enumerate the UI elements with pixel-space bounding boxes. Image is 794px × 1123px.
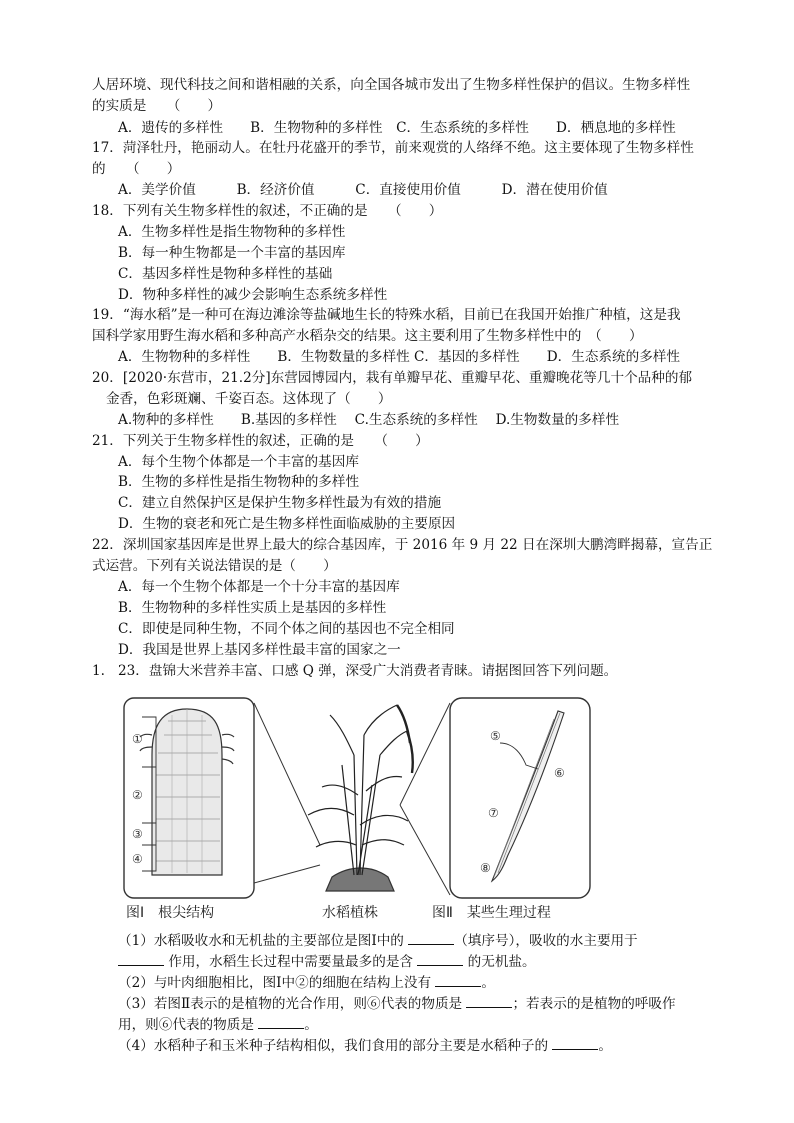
q23-3-line2: 用，则⑥代表的物质是 。 (118, 1014, 318, 1035)
q18-option-d: D．物种多样性的减少会影响生态系统多样性 (118, 287, 388, 303)
q23-3-line1: （3）若图Ⅱ表示的是植物的光合作用，则⑥代表的物质是 ；若表示的是植物的呼吸作 (118, 993, 676, 1014)
leaf-panel (450, 698, 590, 898)
q16-options: A．遗传的多样性 B．生物物种的多样性 C．生态系统的多样性 D．栖息地的多样性 (118, 120, 676, 136)
caption-rice-plant: 水稻植株 (322, 905, 378, 921)
answer-blank[interactable] (466, 993, 512, 1008)
q18-option-c: C．基因多样性是物种多样性的基础 (118, 266, 333, 282)
rice-plant (308, 705, 413, 891)
answer-blank[interactable] (408, 930, 454, 945)
q23-1-line2: 作用，水稻生长过程中需要量最多的是含 的无机盐。 (118, 951, 536, 972)
answer-blank[interactable] (258, 1014, 304, 1029)
q23-stem: 23．盘锦大米营养丰富、口感 Q 弹，深受广大消费者青睐。请据图回答下列问题。 (118, 663, 618, 679)
q22-stem-line1: 22．深圳国家基因库是世界上最大的综合基因库，于 2016 年 9 月 22 日在深圳大鹏湾畔揭幕，宣告正 (92, 537, 713, 553)
q17-options: A．美学价值 B．经济价值 C．直接使用价值 D．潜在使用价值 (118, 182, 608, 198)
q22-option-a: A．每一个生物个体都是一个十分丰富的基因库 (118, 579, 400, 595)
q23-1-line1: （1）水稻吸收水和无机盐的主要部位是图Ⅰ中的 （填序号），吸收的水主要用于 (118, 930, 638, 951)
q21-stem: 21．下列关于生物多样性的叙述，正确的是 （ ） (92, 433, 429, 449)
list-number: 1. (92, 663, 105, 679)
q23-4: （4）水稻种子和玉米种子结构相似，我们食用的部分主要是水稻种子的 。 (118, 1035, 612, 1056)
q18-option-b: B．每一种生物都是一个丰富的基因库 (118, 245, 346, 261)
q16-stem-line2: 的实质是 （ ） (92, 98, 222, 114)
marker-7: ⑦ (488, 806, 499, 820)
q17-stem-line2: 的 （ ） (92, 161, 181, 177)
q17-stem-line1: 17．菏泽牡丹，艳丽动人。在牡丹花盛开的季节，前来观赏的人络绎不绝。这主要体现了生物多样性 (92, 140, 694, 156)
answer-blank[interactable] (435, 972, 481, 987)
marker-3: ③ (132, 827, 143, 841)
q21-option-c: C．建立自然保护区是保护生物多样性最为有效的措施 (118, 495, 442, 511)
q21-option-b: B．生物的多样性是指生物物种的多样性 (118, 474, 360, 490)
marker-1: ① (132, 732, 143, 746)
answer-blank[interactable] (552, 1035, 598, 1050)
marker-6: ⑥ (554, 766, 565, 780)
marker-5: ⑤ (490, 729, 501, 743)
q18-option-a: A．生物多样性是指生物物种的多样性 (118, 224, 346, 240)
marker-4: ④ (132, 852, 143, 866)
answer-blank[interactable] (417, 951, 463, 966)
q19-stem-line2: 国科学家用野生海水稻和多种高产水稻杂交的结果。这主要利用了生物多样性中的 （ ） (92, 328, 643, 344)
rice-figure (122, 695, 592, 933)
root-tip-panel (124, 698, 254, 898)
q16-stem-line1: 人居环境、现代科技之间和谐相融的关系，向全国各城市发出了生物多样性保护的倡议。生物多样性 (92, 77, 691, 93)
q19-options: A．生物物种的多样性 B．生物数量的多样性 C．基因的多样性 D．生态系统的多样性 (118, 349, 680, 365)
q22-option-c: C．即使是同种生物，不同个体之间的基因也不完全相同 (118, 621, 455, 637)
q18-stem: 18．下列有关生物多样性的叙述，不正确的是 （ ） (92, 203, 443, 219)
q21-option-d: D．生物的衰老和死亡是生物多样性面临威胁的主要原因 (118, 516, 456, 532)
q20-stem-line2: 金香，色彩斑斓、千姿百态。这体现了（ ） (106, 391, 392, 407)
caption-root-tip: 图Ⅰ 根尖结构 (126, 905, 215, 921)
caption-physiology: 图Ⅱ 某些生理过程 (432, 905, 551, 921)
q19-stem-line1: 19．“海水稻”是一种可在海边滩涂等盐碱地生长的特殊水稻，目前已在我国开始推广种植，这是我 (92, 307, 681, 323)
q20-options: A.物种的多样性 B.基因的多样性 C.生态系统的多样性 D.生物数量的多样性 (118, 412, 620, 428)
answer-blank[interactable] (118, 951, 164, 966)
q20-stem-line1: 20．[2020·东营市，21.2分]东营园博园内，栽有单瓣早花、重瓣早花、重瓣晚花等几十个品种的郁 (92, 370, 693, 386)
marker-2: ② (132, 788, 143, 802)
q21-option-a: A．每个生物个体都是一个丰富的基因库 (118, 454, 359, 470)
marker-8: ⑧ (480, 861, 491, 875)
q22-stem-line2: 式运营。下列有关说法错误的是（ ） (92, 558, 337, 574)
q22-option-b: B．生物物种的多样性实质上是基因的多样性 (118, 600, 387, 616)
q23-2: （2）与叶肉细胞相比，图Ⅰ中②的细胞在结构上没有 。 (118, 972, 495, 993)
q22-option-d: D．我国是世界上基冈多样性最丰富的国家之一 (118, 642, 401, 658)
